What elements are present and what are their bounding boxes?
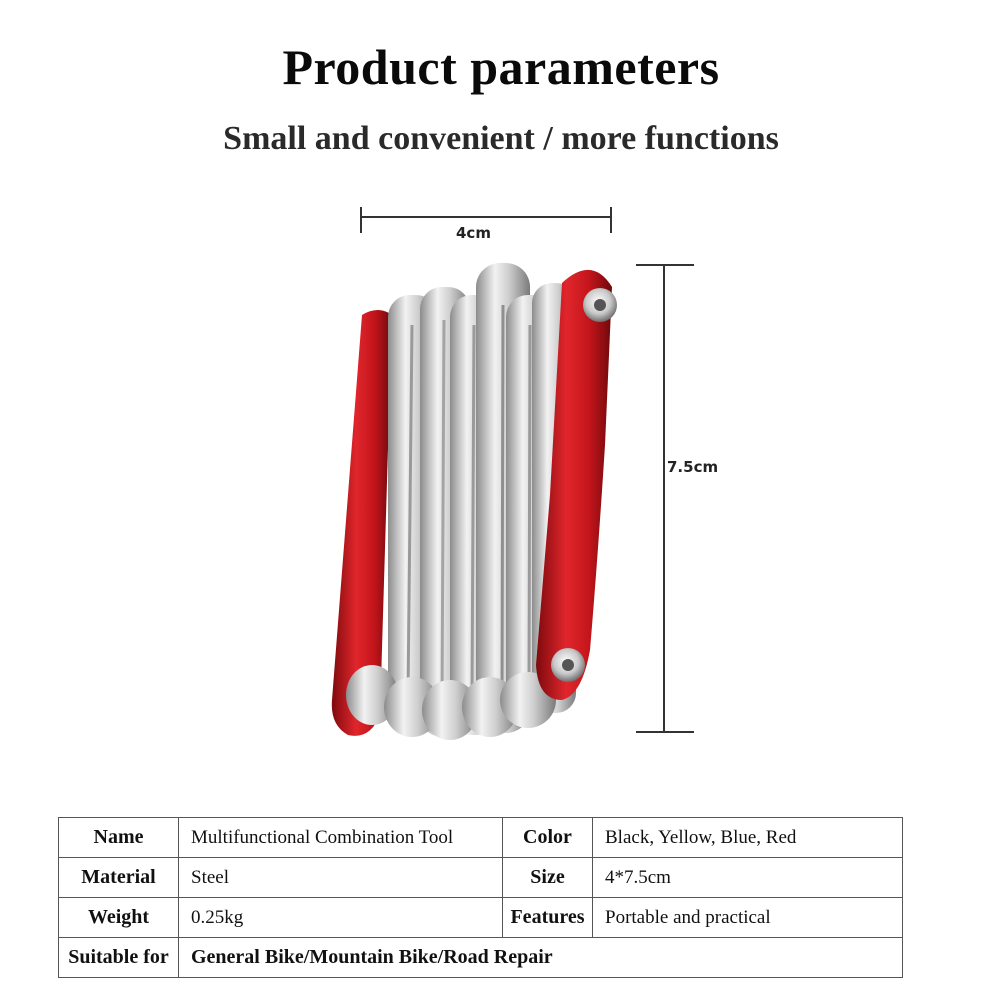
height-label: 7.5cm [667, 458, 719, 476]
color-value: Black, Yellow, Blue, Red [593, 818, 903, 858]
table-row [59, 938, 903, 978]
name-label: Name [59, 818, 179, 858]
page-subtitle: Small and convenient / more functions [223, 120, 779, 157]
features-value: Portable and practical [593, 898, 903, 938]
weight-label: Weight [59, 898, 179, 938]
page-title: Product parameters [282, 39, 720, 95]
features-label: Features [503, 898, 593, 938]
material-label: Material [59, 858, 179, 898]
name-value: Multifunctional Combination Tool [179, 818, 503, 858]
suitable-label: Suitable for [59, 938, 179, 978]
size-label: Size [503, 858, 593, 898]
size-value: 4*7.5cm [593, 858, 903, 898]
material-value: Steel [179, 858, 503, 898]
table-row [59, 858, 903, 898]
width-label: 4cm [456, 224, 491, 242]
color-label: Color [503, 818, 593, 858]
table-row [59, 818, 903, 858]
weight-value: 0.25kg [179, 898, 503, 938]
specs-table [58, 817, 903, 978]
multitool-image [300, 195, 720, 755]
suitable-value: General Bike/Mountain Bike/Road Repair [179, 938, 903, 978]
table-row [59, 898, 903, 938]
